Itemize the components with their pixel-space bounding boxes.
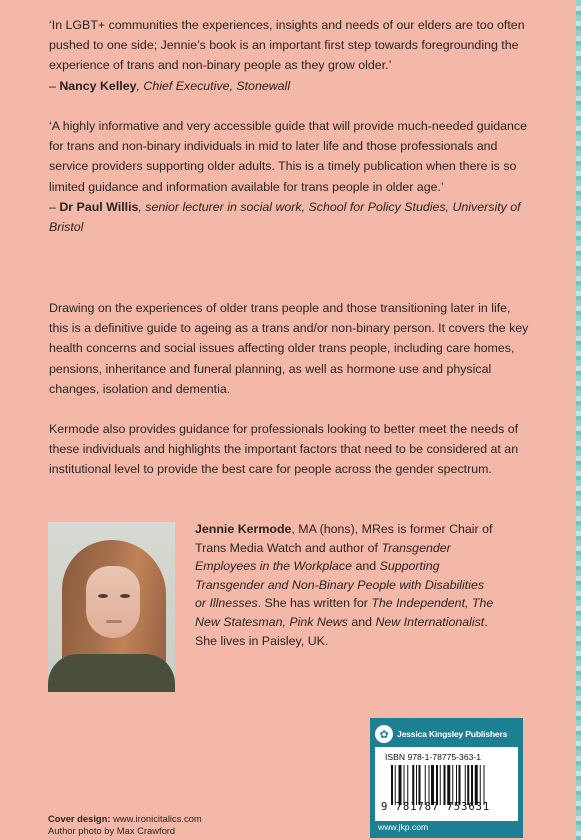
quote-2-text: ‘A highly informative and very accessible guide that will provide much-needed guidance for trans and non-binary individuals in mid to later life and those professionals and service providers supporting older adults. This is a timely publication when there is so limited guidance and information available for trans people in older age.’ bbox=[49, 119, 528, 194]
barcode-area bbox=[375, 747, 518, 821]
description-paragraph-2: Kermode also provides guidance for professionals looking to better meet the needs of these individuals and highlights the important factors that need to be considered at an institutional level to provide the best care for people across the gender spectrum. bbox=[49, 422, 519, 477]
isbn-number: ISBN 978-1-78775-363-1 bbox=[385, 752, 482, 762]
cover-edge-pattern bbox=[576, 0, 581, 840]
quote-1-dash: – bbox=[49, 78, 60, 93]
author-photo-credit: Author photo by Max Crawford bbox=[48, 825, 176, 836]
publisher-website: www.jkp.com bbox=[378, 822, 429, 832]
cover-design-label: Cover design: bbox=[48, 813, 111, 824]
barcode-panel bbox=[370, 718, 523, 838]
cover-design-value: www.ironicitalics.com bbox=[110, 813, 202, 824]
cover-design-credit bbox=[48, 813, 202, 825]
author-book-1: Transgender Employees in the Workplace bbox=[195, 540, 451, 574]
author-bio bbox=[195, 520, 495, 650]
quote-1-text: ‘In LGBT+ communities the experiences, insights and needs of our elders are too often pushed to one side; Jennie’s book is an important first step towards foregrounding the experience of trans and non-binary people as they grow older.’ bbox=[49, 18, 525, 73]
author-publications-2: New Internationalist bbox=[375, 614, 485, 629]
quote-1-name: Nancy Kelley bbox=[59, 78, 137, 93]
author-publications-1: The Independent, The New Statesman, Pink News bbox=[195, 596, 494, 629]
quote-2-dash: – bbox=[49, 199, 60, 214]
author-name: Jennie Kermode bbox=[195, 522, 292, 536]
publisher-logo-icon: ✿ bbox=[375, 725, 393, 743]
barcode-bars bbox=[391, 765, 511, 805]
quote-2-role: , senior lecturer in social work, School for Policy Studies, University of Bristol bbox=[49, 199, 521, 235]
author-bio-text-3: . She has written for bbox=[257, 596, 372, 611]
quote-1-role: , Chief Executive, Stonewall bbox=[136, 78, 291, 93]
description-paragraph-1: Drawing on the experiences of older trans people and those transitioning later in life, this is a definitive guide to ageing as a trans and/or non-binary person. It covers the key health concerns and social issues affecting older trans people, including care homes, pensions, inheritance and funeral planning, as well as hormone use and physical changes, isolation and dementia. bbox=[49, 301, 529, 396]
endorsement-quote-1 bbox=[49, 15, 529, 96]
author-bio-text-1: , MA (hons), MRes is former Chair of Trans Media Watch and author of bbox=[195, 522, 493, 555]
publisher-banner bbox=[375, 723, 518, 745]
author-bio-text-2: and bbox=[352, 559, 380, 574]
quote-2-name: Dr Paul Willis bbox=[59, 199, 139, 214]
author-book-2: Supporting Transgender and Non-Binary People with Disabilities or Illnesses bbox=[195, 559, 485, 611]
endorsement-quote-2 bbox=[49, 116, 529, 237]
barcode-digits: 9 781787 753631 bbox=[381, 801, 491, 813]
author-photo bbox=[48, 522, 175, 692]
publisher-name: Jessica Kingsley Publishers bbox=[397, 729, 508, 739]
author-bio-text-4: and bbox=[347, 614, 376, 629]
author-bio-text-5: . She lives in Paisley, UK. bbox=[195, 614, 488, 648]
